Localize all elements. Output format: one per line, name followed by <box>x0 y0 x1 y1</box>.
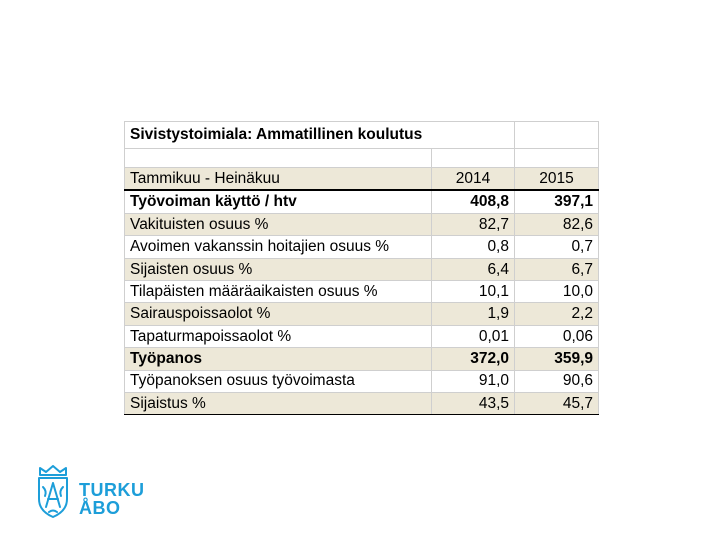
table-row <box>125 280 599 302</box>
value-2015: 10,0 <box>515 280 599 302</box>
value-2015: 0,7 <box>515 236 599 258</box>
table-row <box>125 236 599 258</box>
table-row <box>125 190 599 213</box>
table-title-row <box>125 122 599 149</box>
table-row <box>125 370 599 392</box>
value-2014: 91,0 <box>432 370 515 392</box>
value-2015: 6,7 <box>515 258 599 280</box>
table-title: Sivistystoimiala: Ammatillinen koulutus <box>125 122 515 149</box>
value-2014: 6,4 <box>432 258 515 280</box>
table-row <box>125 258 599 280</box>
value-2014: 43,5 <box>432 392 515 414</box>
row-label: Sijaisten osuus % <box>125 258 432 280</box>
empty-cell <box>515 122 599 149</box>
value-2015: 90,6 <box>515 370 599 392</box>
value-2015: 359,9 <box>515 348 599 370</box>
value-2015: 2,2 <box>515 303 599 325</box>
row-label: Tapaturmapoissaolot % <box>125 325 432 347</box>
row-label: Työvoiman käyttö / htv <box>125 190 432 213</box>
header-row <box>125 168 599 191</box>
row-label: Avoimen vakanssin hoitajien osuus % <box>125 236 432 258</box>
table-row <box>125 325 599 347</box>
table-row <box>125 303 599 325</box>
table-row <box>125 348 599 370</box>
row-label: Vakituisten osuus % <box>125 213 432 235</box>
header-year-2014: 2014 <box>432 168 515 191</box>
value-2014: 0,01 <box>432 325 515 347</box>
header-period: Tammikuu - Heinäkuu <box>125 168 432 191</box>
value-2014: 0,8 <box>432 236 515 258</box>
blank-row <box>125 149 599 168</box>
value-2015: 0,06 <box>515 325 599 347</box>
turku-logo <box>34 465 144 521</box>
value-2015: 397,1 <box>515 190 599 213</box>
table-row <box>125 392 599 414</box>
turku-coat-of-arms-icon <box>34 465 72 519</box>
row-label: Työpanos <box>125 348 432 370</box>
row-label: Työpanoksen osuus työvoimasta <box>125 370 432 392</box>
value-2015: 45,7 <box>515 392 599 414</box>
value-2014: 10,1 <box>432 280 515 302</box>
logo-text-abo: ÅBO <box>79 498 121 518</box>
header-year-2015: 2015 <box>515 168 599 191</box>
row-label: Tilapäisten määräaikaisten osuus % <box>125 280 432 302</box>
table-row <box>125 213 599 235</box>
row-label: Sijaistus % <box>125 392 432 414</box>
statistics-table <box>124 121 599 415</box>
value-2014: 82,7 <box>432 213 515 235</box>
value-2014: 372,0 <box>432 348 515 370</box>
value-2014: 1,9 <box>432 303 515 325</box>
logo-text-turku: TURKU <box>79 480 145 500</box>
row-label: Sairauspoissaolot % <box>125 303 432 325</box>
value-2015: 82,6 <box>515 213 599 235</box>
value-2014: 408,8 <box>432 190 515 213</box>
